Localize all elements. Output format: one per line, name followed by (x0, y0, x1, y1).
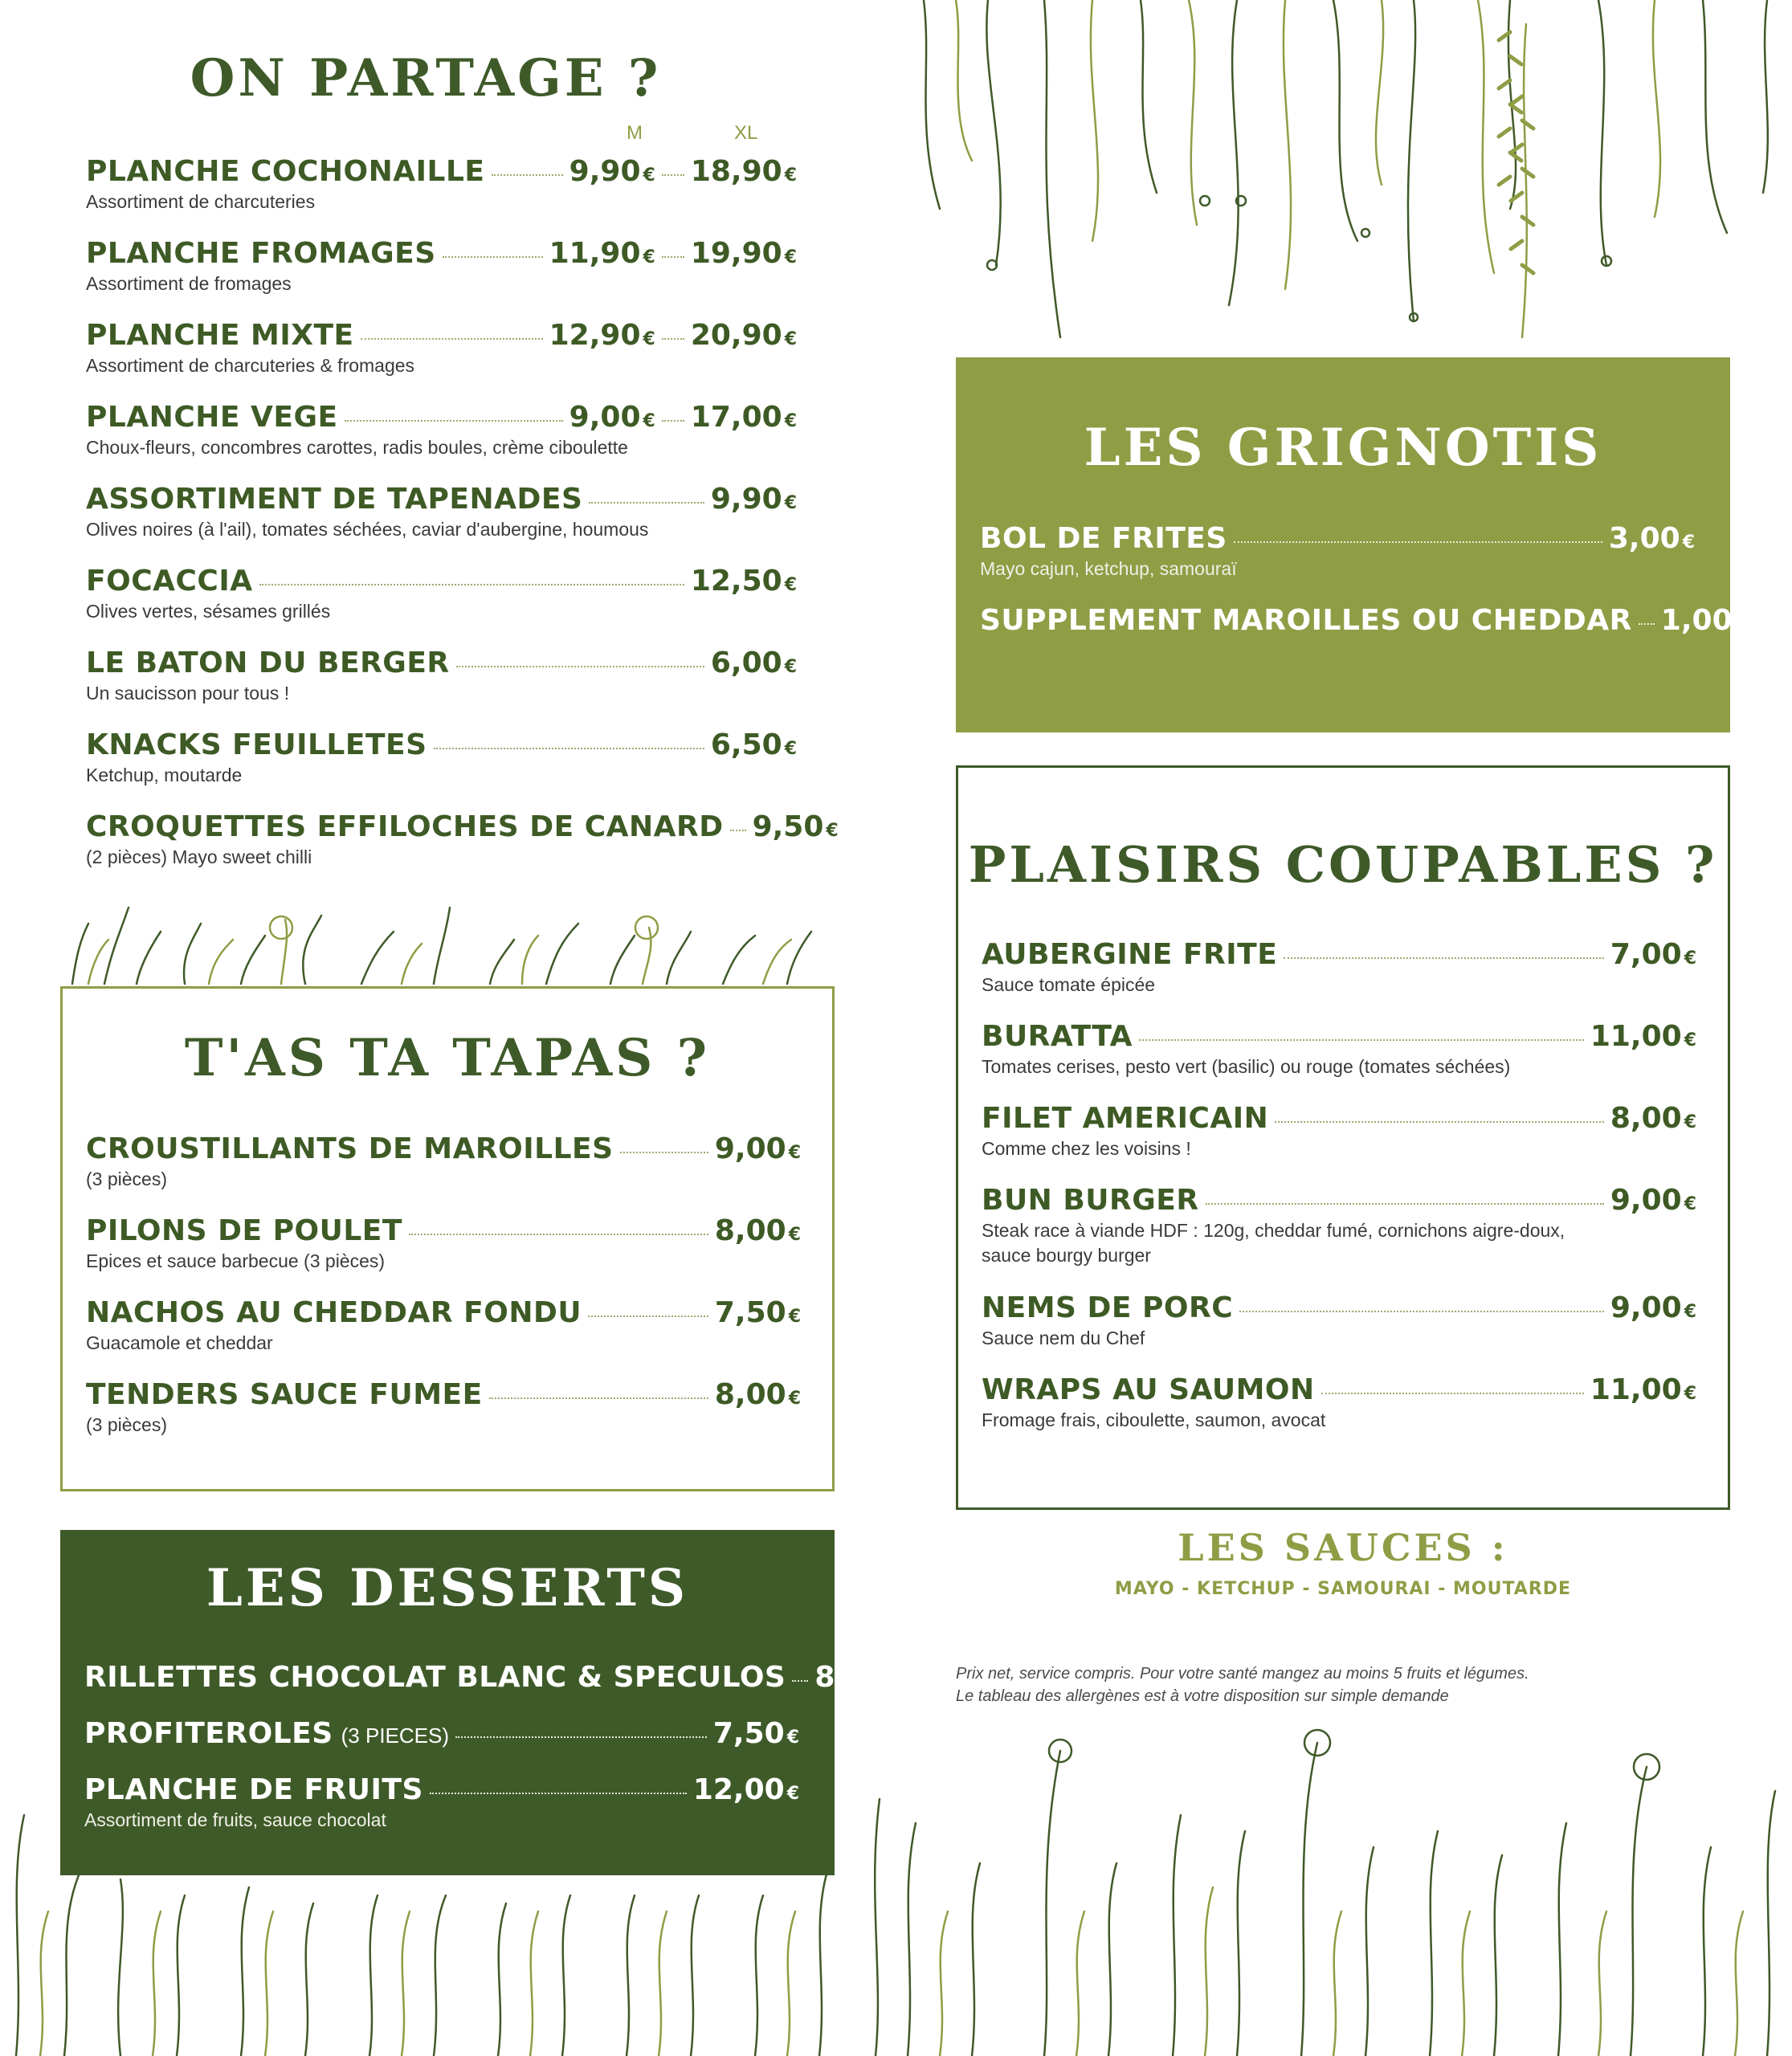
price-value: 6,50 (710, 728, 782, 761)
item-description: Epices et sauce barbecue (3 pièces) (86, 1250, 386, 1271)
currency-symbol: € (1682, 532, 1695, 553)
price (691, 237, 797, 270)
menu-item (86, 647, 797, 704)
dotted-leader (662, 256, 684, 258)
currency-symbol: € (786, 1784, 799, 1804)
price (1610, 1291, 1696, 1324)
item-name-sub: (3 PIECES) (341, 1724, 450, 1748)
price (713, 1717, 799, 1750)
price (1661, 604, 1747, 637)
item-description: Mayo cajun, ketchup, samouraï (980, 558, 1237, 579)
item-name: CROQUETTES EFFILOCHES DE CANARD (86, 810, 724, 843)
price-value: 8,00 (814, 1661, 887, 1694)
price (1610, 1184, 1696, 1217)
menu-item (86, 155, 797, 213)
item-description: Fromage frais, ciboulette, saumon, avocat (982, 1409, 1326, 1430)
price-value: 9,00 (714, 1132, 786, 1165)
dotted-leader (1206, 1203, 1604, 1205)
dotted-leader (456, 666, 704, 667)
price (569, 155, 655, 188)
currency-symbol: € (643, 329, 655, 349)
menu-item-row (86, 565, 797, 598)
dotted-leader (430, 1793, 687, 1794)
currency-symbol: € (1684, 948, 1696, 969)
price-value: 8,00 (714, 1214, 786, 1247)
price (1609, 522, 1695, 555)
currency-symbol: € (1684, 1112, 1696, 1132)
currency-symbol: € (643, 247, 655, 267)
currency-symbol: € (1684, 1384, 1696, 1404)
currency-symbol: € (784, 575, 797, 595)
dotted-leader (620, 1152, 708, 1153)
dotted-leader (662, 174, 684, 176)
price (1610, 938, 1696, 971)
currency-symbol: € (784, 165, 797, 186)
currency-symbol: € (788, 1143, 801, 1163)
price (814, 1661, 900, 1694)
menu-item-row (86, 237, 797, 270)
item-name: PLANCHE FROMAGES (86, 237, 436, 270)
grignotis-title: LES GRIGNOTIS (1084, 418, 1602, 478)
currency-symbol: € (1684, 1302, 1696, 1322)
price (711, 728, 797, 761)
menu-item-row (982, 1291, 1696, 1324)
currency-symbol: € (888, 1671, 901, 1691)
item-name: PLANCHE VEGE (86, 401, 338, 434)
price-value: 8,00 (714, 1378, 786, 1411)
currency-symbol: € (784, 247, 797, 267)
menu-item (86, 1296, 801, 1354)
dotted-leader (259, 584, 684, 585)
currency-symbol: € (784, 657, 797, 677)
item-name: PLANCHE DE FRUITS (84, 1773, 423, 1806)
price (569, 401, 655, 434)
menu-item (86, 1214, 801, 1272)
price-value: 7,50 (712, 1717, 785, 1750)
dotted-leader (1639, 623, 1655, 625)
dotted-leader (434, 748, 704, 749)
menu-item (982, 1020, 1696, 1078)
item-description: (3 pièces) (86, 1414, 167, 1435)
price-value: 7,00 (1610, 938, 1682, 971)
menu-item-row (982, 938, 1696, 971)
dotted-leader (345, 420, 563, 422)
price (715, 1296, 801, 1329)
dotted-leader (662, 420, 684, 422)
item-name: BURATTA (982, 1020, 1133, 1053)
menu-item-row (86, 483, 797, 516)
menu-item-row (86, 155, 797, 188)
currency-symbol: € (786, 1728, 799, 1748)
on-partage-title: ON PARTAGE ? (190, 48, 662, 108)
dotted-leader (361, 338, 543, 340)
price-value: 9,00 (569, 401, 641, 434)
item-name: PLANCHE COCHONAILLE (86, 155, 485, 188)
price-value: 17,00 (690, 401, 782, 434)
item-name: SUPPLEMENT MAROILLES OU CHEDDAR (980, 604, 1632, 637)
item-description: Guacamole et cheddar (86, 1332, 273, 1353)
price-value: 11,00 (1590, 1373, 1682, 1406)
price-value: 12,00 (692, 1773, 785, 1806)
dotted-leader (455, 1736, 707, 1738)
menu-item-row (86, 728, 797, 761)
menu-item-row (980, 604, 1747, 637)
dotted-leader (1239, 1311, 1604, 1312)
menu-item-row (86, 1132, 801, 1165)
dotted-leader (443, 256, 543, 258)
price-value: 9,00 (1610, 1184, 1682, 1217)
price (1590, 1020, 1696, 1053)
sauces-title: LES SAUCES : (1178, 1526, 1508, 1569)
item-name: KNACKS FEUILLETES (86, 728, 427, 761)
footnote-line-1: Prix net, service compris. Pour votre santé mangez au moins 5 fruits et légumes. (956, 1665, 1529, 1683)
menu-item-row (86, 1214, 801, 1247)
dotted-leader (589, 502, 704, 504)
price (753, 810, 839, 843)
currency-symbol: € (784, 411, 797, 431)
price-value: 9,90 (710, 483, 782, 516)
item-name: PLANCHE MIXTE (86, 319, 354, 352)
menu-item (982, 1291, 1696, 1349)
currency-symbol: € (788, 1225, 801, 1245)
dotted-leader (1321, 1393, 1584, 1394)
menu-item (982, 1102, 1696, 1160)
menu-item-row (980, 522, 1695, 555)
price (711, 647, 797, 679)
price-value: 6,00 (710, 647, 782, 679)
menu-item-row (84, 1661, 901, 1694)
item-name: ASSORTIMENT DE TAPENADES (86, 483, 583, 516)
footnote (956, 1662, 1529, 1707)
price-value: 20,90 (690, 319, 782, 352)
price-value: 1,00 (1660, 604, 1733, 637)
item-name: NACHOS AU CHEDDAR FONDU (86, 1296, 582, 1329)
item-name: BOL DE FRITES (980, 522, 1227, 555)
dotted-leader (792, 1680, 808, 1682)
currency-symbol: € (1734, 614, 1747, 634)
dotted-leader (1275, 1121, 1604, 1123)
menu-item (86, 319, 797, 377)
sauces-list: MAYO - KETCHUP - SAMOURAI - MOUTARDE (1114, 1579, 1572, 1599)
footnote-line-2: Le tableau des allergènes est à votre disposition sur simple demande (956, 1687, 1449, 1705)
price-value: 7,50 (714, 1296, 786, 1329)
price (693, 1773, 799, 1806)
price-value: 11,00 (1590, 1020, 1682, 1053)
menu-item (86, 565, 797, 622)
price-value: 18,90 (690, 155, 782, 188)
menu-item (982, 938, 1696, 996)
price-value: 12,90 (549, 319, 641, 352)
price-value: 12,50 (690, 565, 782, 598)
currency-symbol: € (643, 411, 655, 431)
menu-item-row (982, 1184, 1696, 1217)
item-description: Olives noires (à l'ail), tomates séchées, caviar d'aubergine, houmous (86, 519, 649, 540)
menu-item-row (86, 1378, 801, 1411)
column-m-header: M (627, 122, 643, 144)
currency-symbol: € (643, 165, 655, 186)
menu-item (84, 1717, 799, 1750)
grass-strip (72, 908, 811, 984)
currency-symbol: € (784, 739, 797, 759)
menu-item-row (86, 401, 797, 434)
item-name: TENDERS SAUCE FUMEE (86, 1378, 483, 1411)
item-description: Sauce tomate épicée (982, 974, 1156, 995)
price (691, 401, 797, 434)
item-name: PROFITEROLES (84, 1717, 333, 1750)
dotted-leader (730, 830, 746, 831)
item-description: Un saucisson pour tous ! (86, 683, 290, 704)
item-name: FOCACCIA (86, 565, 253, 598)
price (691, 155, 797, 188)
currency-symbol: € (784, 493, 797, 513)
item-description: (2 pièces) Mayo sweet chilli (86, 846, 312, 867)
item-description: (3 pièces) (86, 1169, 167, 1189)
dotted-leader (588, 1316, 708, 1317)
price-value: 9,90 (569, 155, 641, 188)
price-value: 9,50 (752, 810, 824, 843)
item-description: Assortiment de charcuteries (86, 191, 316, 212)
menu-item (86, 401, 797, 459)
item-description: Ketchup, moutarde (86, 765, 243, 785)
hanging-plants-top (924, 0, 1768, 337)
item-name: CROUSTILLANTS DE MAROILLES (86, 1132, 614, 1165)
menu-item-row (982, 1102, 1696, 1135)
menu-item (982, 1184, 1696, 1267)
item-description: Choux-fleurs, concombres carottes, radis boules, crème ciboulette (86, 437, 628, 458)
item-name: NEMS DE PORC (982, 1291, 1234, 1324)
plants-bottom-right (908, 1730, 1775, 2056)
currency-symbol: € (1684, 1194, 1696, 1214)
menu-item-row (84, 1717, 799, 1750)
desserts-title: LES DESSERTS (206, 1558, 689, 1618)
item-name: LE BATON DU BERGER (86, 647, 450, 679)
item-description: Assortiment de charcuteries & fromages (86, 355, 415, 376)
item-description: Olives vertes, sésames grillés (86, 601, 331, 622)
item-description: Sauce nem du Chef (982, 1328, 1145, 1348)
menu-item (84, 1661, 901, 1694)
menu-item (982, 1373, 1696, 1431)
price (1590, 1373, 1696, 1406)
item-name: AUBERGINE FRITE (982, 938, 1278, 971)
currency-symbol: € (788, 1389, 801, 1409)
currency-symbol: € (826, 821, 839, 841)
price (715, 1132, 801, 1165)
price-value: 9,00 (1610, 1291, 1682, 1324)
item-description: Tomates cerises, pesto vert (basilic) ou rouge (tomates séchées) (982, 1056, 1511, 1077)
item-description: Assortiment de fromages (86, 273, 292, 294)
menu-item (86, 810, 839, 868)
item-name: PILONS DE POULET (86, 1214, 402, 1247)
item-name: RILLETTES CHOCOLAT BLANC & SPECULOS (84, 1661, 786, 1694)
dotted-leader (409, 1234, 708, 1235)
price-value: 3,00 (1608, 522, 1680, 555)
currency-symbol: € (1684, 1030, 1696, 1050)
dotted-leader (492, 174, 563, 176)
menu-item-row (86, 1296, 801, 1329)
item-name: WRAPS AU SAUMON (982, 1373, 1315, 1406)
dotted-leader (489, 1397, 708, 1399)
menu-item-row (982, 1373, 1696, 1406)
menu-item-row (86, 647, 797, 679)
price (691, 319, 797, 352)
currency-symbol: € (784, 329, 797, 349)
price (715, 1214, 801, 1247)
currency-symbol: € (788, 1307, 801, 1327)
tapas-title: T'AS TA TAPAS ? (184, 1028, 711, 1088)
menu-item (86, 1378, 801, 1436)
dotted-leader (1234, 541, 1602, 543)
menu-item (86, 728, 797, 786)
menu-item (980, 522, 1695, 580)
menu-item-row (982, 1020, 1696, 1053)
item-name: FILET AMERICAIN (982, 1102, 1269, 1135)
price-value: 8,00 (1610, 1102, 1682, 1135)
price (549, 319, 655, 352)
menu-item (86, 1132, 801, 1190)
column-xl-header: XL (734, 122, 758, 144)
item-description: Comme chez les voisins ! (982, 1138, 1191, 1159)
dotted-leader (1284, 957, 1604, 959)
menu-item-row (84, 1773, 799, 1806)
price (549, 237, 655, 270)
menu-item (980, 604, 1747, 637)
plaisirs-title: PLAISIRS COUPABLES ? (968, 835, 1718, 894)
menu-item (86, 483, 797, 541)
dotted-leader (1139, 1039, 1584, 1041)
menu-item (86, 237, 797, 295)
price-value: 11,90 (549, 237, 641, 270)
menu-item-row (86, 319, 797, 352)
price (711, 483, 797, 516)
item-description: Steak race à viande HDF : 120g, cheddar fumé, cornichons aigre-doux, (982, 1220, 1565, 1241)
dotted-leader (662, 338, 684, 340)
price-value: 19,90 (690, 237, 782, 270)
item-description-2: sauce bourgy burger (982, 1245, 1151, 1266)
price (691, 565, 797, 598)
price (1610, 1102, 1696, 1135)
menu-item-row (86, 810, 839, 843)
price (715, 1378, 801, 1411)
menu-item (84, 1773, 799, 1831)
item-description: Assortiment de fruits, sauce chocolat (84, 1809, 386, 1830)
item-name: BUN BURGER (982, 1184, 1199, 1217)
